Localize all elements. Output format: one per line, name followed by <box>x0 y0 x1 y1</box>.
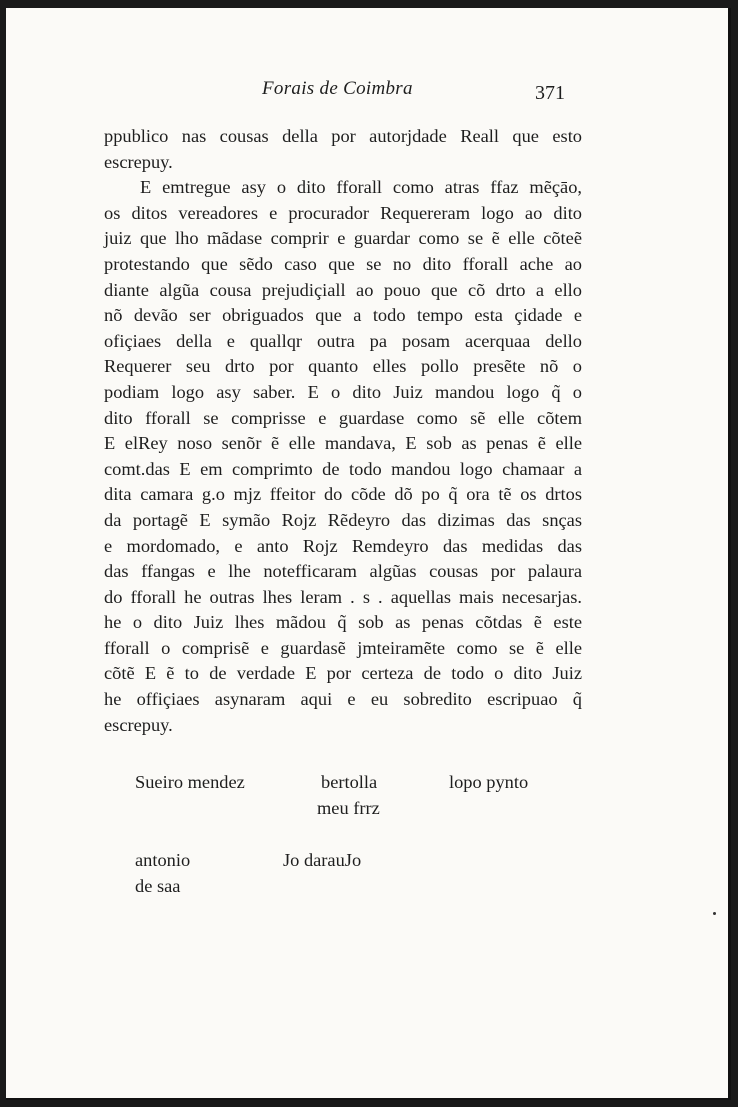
signature-antonio: antonio <box>135 850 191 870</box>
text-line: do fforall he outras lhes leram . s . aquellas mais necesarjas. <box>104 586 582 607</box>
text-line: nõ devão ser obriguados que a todo tempo esta çidade e <box>104 305 582 326</box>
text-line: das ffangas e lhe notefficaram algũas cousas por palaura <box>104 561 582 582</box>
text-line: Requerer seu drto por quanto elles pollo presẽte nõ o <box>104 356 582 377</box>
running-title: Forais de Coimbra <box>262 78 413 99</box>
text-line: he o dito Juiz lhes mãdou q̃ sob as penas cõtdas ẽ este <box>104 612 582 633</box>
text-line: da portagẽ E symão Rojz Rẽdeyro das dizimas das snças <box>104 509 582 530</box>
text-line: dito fforall se comprisse e guardase como sẽ elle cõtem <box>104 407 582 428</box>
text-line: escrepuy. <box>104 151 173 172</box>
text-line: ppublico nas cousas della por autorjdade Reall que esto <box>104 126 582 146</box>
text-line: fforall o comprisẽ e guardasẽ jmteiramẽte como se ẽ elle <box>104 637 582 658</box>
text-line: he offiçiaes asynaram aqui e eu sobredito escripuao q̃ <box>104 689 582 710</box>
document-body <box>104 124 582 738</box>
text-line: podiam logo asy saber. E o dito Juiz mandou logo q̃ o <box>104 381 582 402</box>
text-line: e mordomado, e anto Rojz Remdeyro das medidas das <box>104 535 582 556</box>
signature-meu-frrz: meu frrz <box>317 798 380 818</box>
text-line: juiz que lho mãdase comprir e guardar como se ẽ elle cõteẽ <box>104 228 582 249</box>
print-speck <box>713 912 716 915</box>
text-line: E elRey noso senõr ẽ elle mandava, E sob as penas ẽ elle <box>104 433 582 454</box>
text-line: comt.das E em comprimto de todo mandou logo chamaar a <box>104 458 582 479</box>
page-header <box>6 78 728 108</box>
text-line: E emtregue asy o dito fforall como atras ffaz mẽçāo, <box>140 177 582 198</box>
text-line: diante algũa cousa prejudiçiall ao pouo que cõ drto a ello <box>104 279 582 300</box>
signature-jo-darauj: Jo darauJo <box>283 850 362 870</box>
signature-de-saa: de saa <box>135 876 181 896</box>
book-page <box>6 8 731 1100</box>
signature-bertolla: bertolla <box>321 772 378 792</box>
text-line: ofiçiaes della e quallqr outra pa posam acerquaa dello <box>104 330 582 351</box>
text-line: cõtẽ E ẽ to de verdade E por certeza de todo o dito Juiz <box>104 663 582 684</box>
page-number: 371 <box>535 82 565 104</box>
signature-lopo-pynto: lopo pynto <box>449 772 529 792</box>
text-line: escrepuy. <box>104 714 173 735</box>
text-line: os ditos vereadores e procurador Requereram logo ao dito <box>104 202 582 223</box>
text-line: dita camara g.o mjz ffeitor do cõde dõ po q̃ ora tẽ os drtos <box>104 484 582 505</box>
signature-sueiro-mendez: Sueiro mendez <box>135 772 245 792</box>
text-line: protestando que sẽdo caso que se no dito fforall ache ao <box>104 253 582 274</box>
